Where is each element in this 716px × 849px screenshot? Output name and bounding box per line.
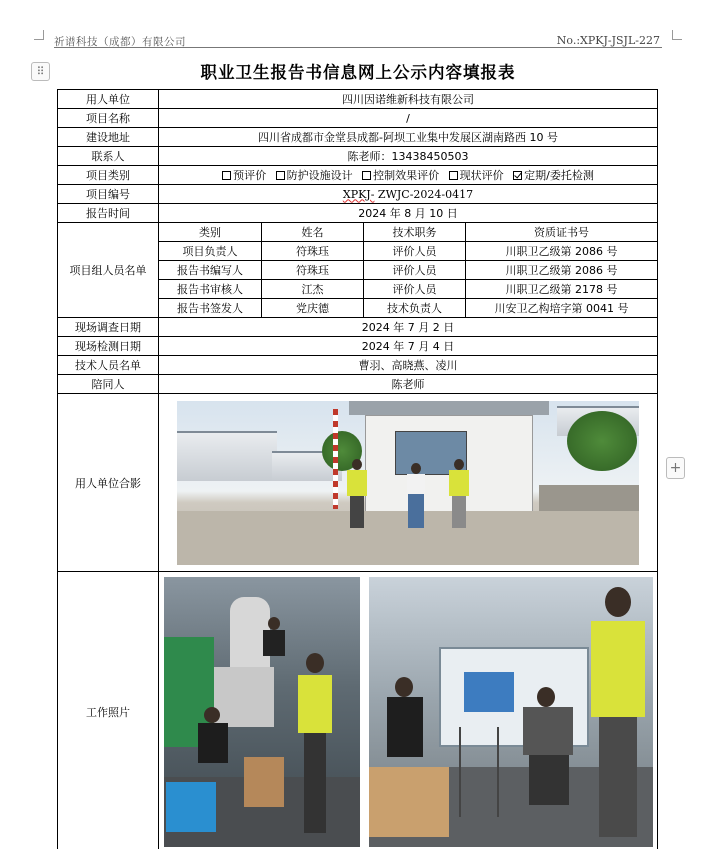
escort-label: 陪同人 xyxy=(58,375,159,394)
work-photo-label: 工作照片 xyxy=(58,572,159,849)
row-project-name xyxy=(58,109,658,128)
team-name: 党庆德 xyxy=(262,299,364,318)
work-photo-right xyxy=(369,577,653,847)
team-role: 报告书审核人 xyxy=(159,280,262,299)
employer-value: 四川因诺维新科技有限公司 xyxy=(159,90,658,109)
project-type-options xyxy=(159,166,658,185)
row-escort xyxy=(58,375,658,394)
team-header-row xyxy=(58,223,658,242)
checkbox-icon xyxy=(222,171,231,180)
escort-value: 陈老师 xyxy=(159,375,658,394)
team-cert: 川职卫乙级第 2086 号 xyxy=(466,242,658,261)
checkbox-icon xyxy=(276,171,285,180)
row-group-photo xyxy=(58,394,658,572)
row-address xyxy=(58,128,658,147)
team-title: 评价人员 xyxy=(364,261,466,280)
report-date-value: 2024 年 8 月 10 日 xyxy=(159,204,658,223)
project-type-option[interactable]: 防护设施设计 xyxy=(276,169,353,182)
team-role: 报告书签发人 xyxy=(159,299,262,318)
test-date-label: 现场检测日期 xyxy=(58,337,159,356)
project-type-option[interactable]: 控制效果评价 xyxy=(362,169,439,182)
contact-value: 陈老师：13438450503 xyxy=(159,147,658,166)
group-photo-label: 用人单位合影 xyxy=(58,394,159,572)
page-title: 职业卫生报告书信息网上公示内容填报表 xyxy=(200,63,516,82)
row-report-date xyxy=(58,204,658,223)
row-employer xyxy=(58,90,658,109)
project-no-label: 项目编号 xyxy=(58,185,159,204)
checkbox-checked-icon xyxy=(513,171,522,180)
tech-staff-label: 技术人员名单 xyxy=(58,356,159,375)
group-photo xyxy=(177,401,639,565)
row-test-date xyxy=(58,337,658,356)
team-role: 报告书编写人 xyxy=(159,261,262,280)
team-cert: 川职卫乙级第 2086 号 xyxy=(466,261,658,280)
row-tech-staff xyxy=(58,356,658,375)
test-date-value: 2024 年 7 月 4 日 xyxy=(159,337,658,356)
row-survey-date xyxy=(58,318,658,337)
report-date-label: 报告时间 xyxy=(58,204,159,223)
project-type-option[interactable]: 预评价 xyxy=(222,169,266,182)
grip-icon[interactable]: ⠿ xyxy=(31,62,50,81)
project-type-option[interactable]: 现状评价 xyxy=(449,169,504,182)
tech-staff-value: 曹羽、高晓燕、凌川 xyxy=(159,356,658,375)
crop-mark xyxy=(34,30,44,40)
header-rule xyxy=(54,47,662,48)
row-work-photos xyxy=(58,572,658,849)
team-title: 技术负责人 xyxy=(364,299,466,318)
team-label: 项目组人员名单 xyxy=(58,223,159,318)
header-doc-no: No.:XPKJ-JSJL-227 xyxy=(556,34,660,47)
project-name-label: 项目名称 xyxy=(58,109,159,128)
survey-date-value: 2024 年 7 月 2 日 xyxy=(159,318,658,337)
checkbox-icon xyxy=(362,171,371,180)
survey-date-label: 现场调查日期 xyxy=(58,318,159,337)
checkbox-icon xyxy=(449,171,458,180)
project-no-value: XPKJ- ZWJC-2024-0417 xyxy=(159,185,658,204)
team-cert: 川安卫乙构培字第 0041 号 xyxy=(466,299,658,318)
team-title: 评价人员 xyxy=(364,242,466,261)
team-header-cell: 资质证书号 xyxy=(466,223,658,242)
group-photo-cell xyxy=(159,394,658,572)
contact-label: 联系人 xyxy=(58,147,159,166)
employer-label: 用人单位 xyxy=(58,90,159,109)
row-contact xyxy=(58,147,658,166)
address-value: 四川省成都市金堂县成都-阿坝工业集中发展区湖南路西 10 号 xyxy=(159,128,658,147)
plus-icon[interactable]: + xyxy=(666,457,685,479)
work-photo-cell xyxy=(159,572,658,849)
row-project-no xyxy=(58,185,658,204)
team-name: 符珠珏 xyxy=(262,242,364,261)
team-cert: 川职卫乙级第 2178 号 xyxy=(466,280,658,299)
row-project-type xyxy=(58,166,658,185)
project-type-label: 项目类别 xyxy=(58,166,159,185)
team-role: 项目负责人 xyxy=(159,242,262,261)
header-company: 祈谱科技（成都）有限公司 xyxy=(54,36,186,48)
team-header-cell: 姓名 xyxy=(262,223,364,242)
crop-mark xyxy=(672,30,682,40)
team-title: 评价人员 xyxy=(364,280,466,299)
team-header-cell: 类别 xyxy=(159,223,262,242)
team-name: 江杰 xyxy=(262,280,364,299)
project-name-value: / xyxy=(159,109,658,128)
project-type-option[interactable]: 定期/委托检测 xyxy=(513,169,594,182)
work-photo-left xyxy=(164,577,360,847)
disclosure-form-table xyxy=(57,89,658,849)
address-label: 建设地址 xyxy=(58,128,159,147)
team-header-cell: 技术职务 xyxy=(364,223,466,242)
team-name: 符珠珏 xyxy=(262,261,364,280)
